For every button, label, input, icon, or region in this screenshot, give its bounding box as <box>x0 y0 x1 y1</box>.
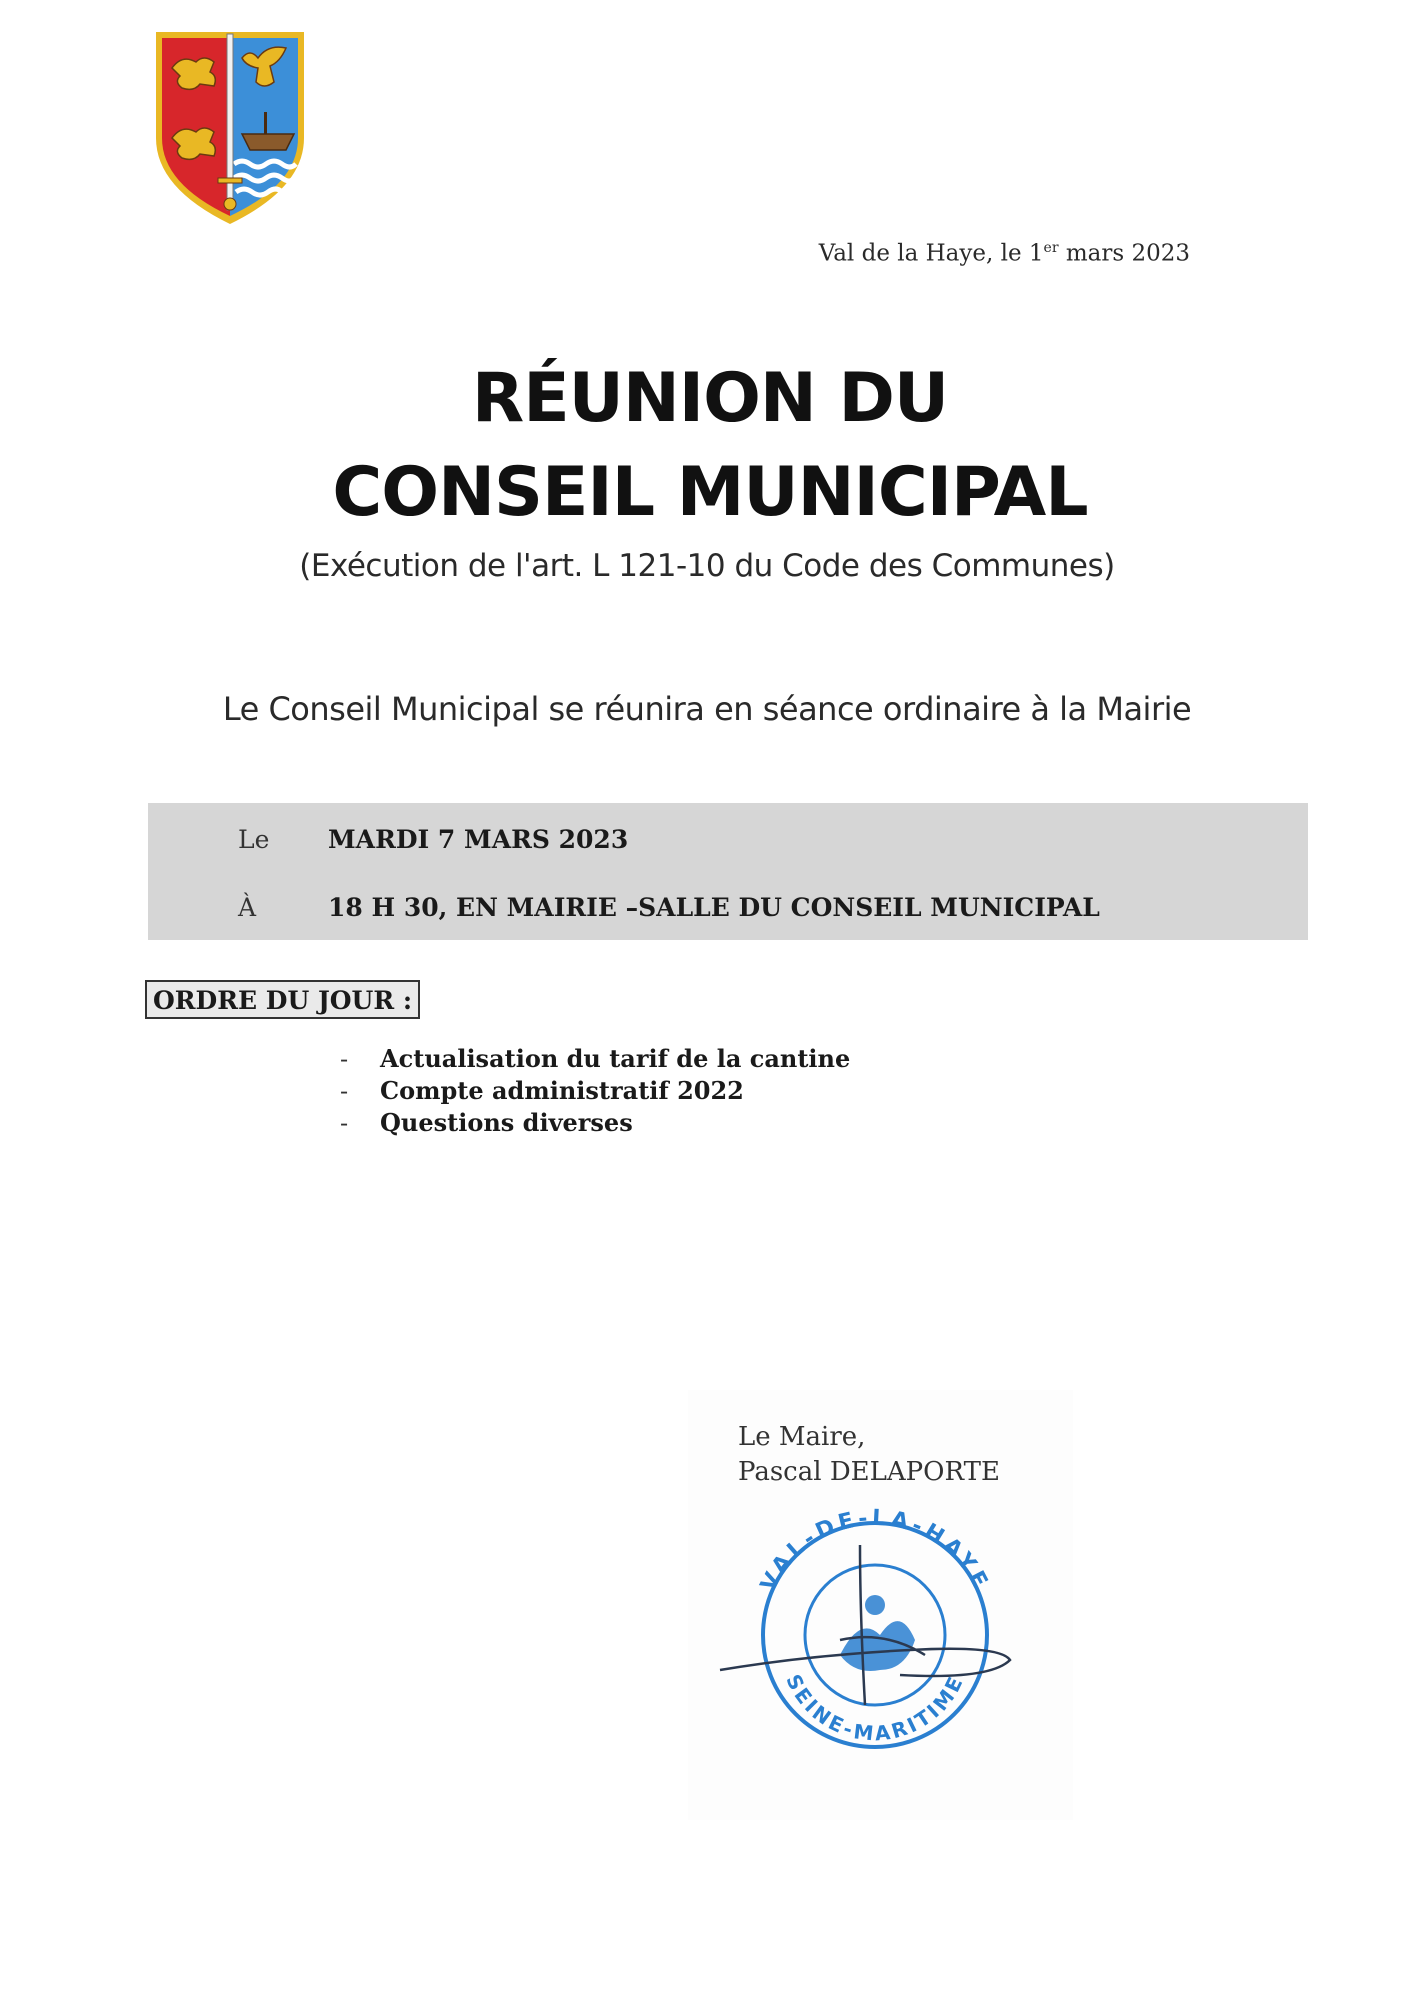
town-stamp-icon <box>710 1505 1040 1755</box>
agenda-item-text: Compte administratif 2022 <box>380 1076 744 1105</box>
title-line-2: MUNICIPAL <box>676 453 1088 532</box>
bullet-dash: - <box>340 1109 349 1137</box>
coat-of-arms-icon <box>150 28 310 228</box>
agenda-item <box>340 1075 850 1107</box>
stamp-top-text: VAL-DE-LA-HAYE <box>756 1505 994 1596</box>
place-date-line <box>700 240 1190 267</box>
agenda-item-text: Actualisation du tarif de la cantine <box>380 1044 851 1073</box>
date-value: MARDI 7 MARS 2023 <box>328 825 629 854</box>
intro-text: Le Conseil Municipal se réunira en séance ordinaire à la Mairie <box>222 690 1192 728</box>
place-date-suffix: mars 2023 <box>1058 240 1190 267</box>
svg-text:SEINE-MARITIME <box>781 1670 968 1745</box>
subtitle: (Exécution de l'art. L 121-10 du Code des Communes) <box>299 548 1115 584</box>
mayor-name: Pascal DELAPORTE <box>738 1457 1000 1487</box>
time-label: À <box>238 893 257 922</box>
agenda-item <box>340 1107 850 1139</box>
place-date-prefix: Val de la Haye, le 1 <box>818 240 1044 267</box>
bullet-dash: - <box>340 1045 349 1073</box>
date-label: Le <box>238 825 270 854</box>
bullet-dash: - <box>340 1077 349 1105</box>
meeting-info-box <box>148 803 1308 940</box>
stamp-bottom-text: SEINE-MARITIME <box>781 1670 969 1746</box>
mayor-title: Le Maire, <box>738 1422 866 1452</box>
agenda-list <box>340 1043 850 1139</box>
agenda-item <box>340 1043 850 1075</box>
place-date-sup: er <box>1043 240 1059 256</box>
time-location-value: 18 H 30, EN MAIRIE –SALLE DU CONSEIL MUNICIPAL <box>328 893 1100 922</box>
title-line-1: RÉUNION DU CONSEIL <box>332 359 949 532</box>
agenda-item-text: Questions diverses <box>380 1108 633 1137</box>
svg-text:VAL-DE-LA-HAYE <box>756 1506 994 1596</box>
agenda-title: ORDRE DU JOUR : <box>145 980 420 1019</box>
page-title <box>300 352 1120 540</box>
